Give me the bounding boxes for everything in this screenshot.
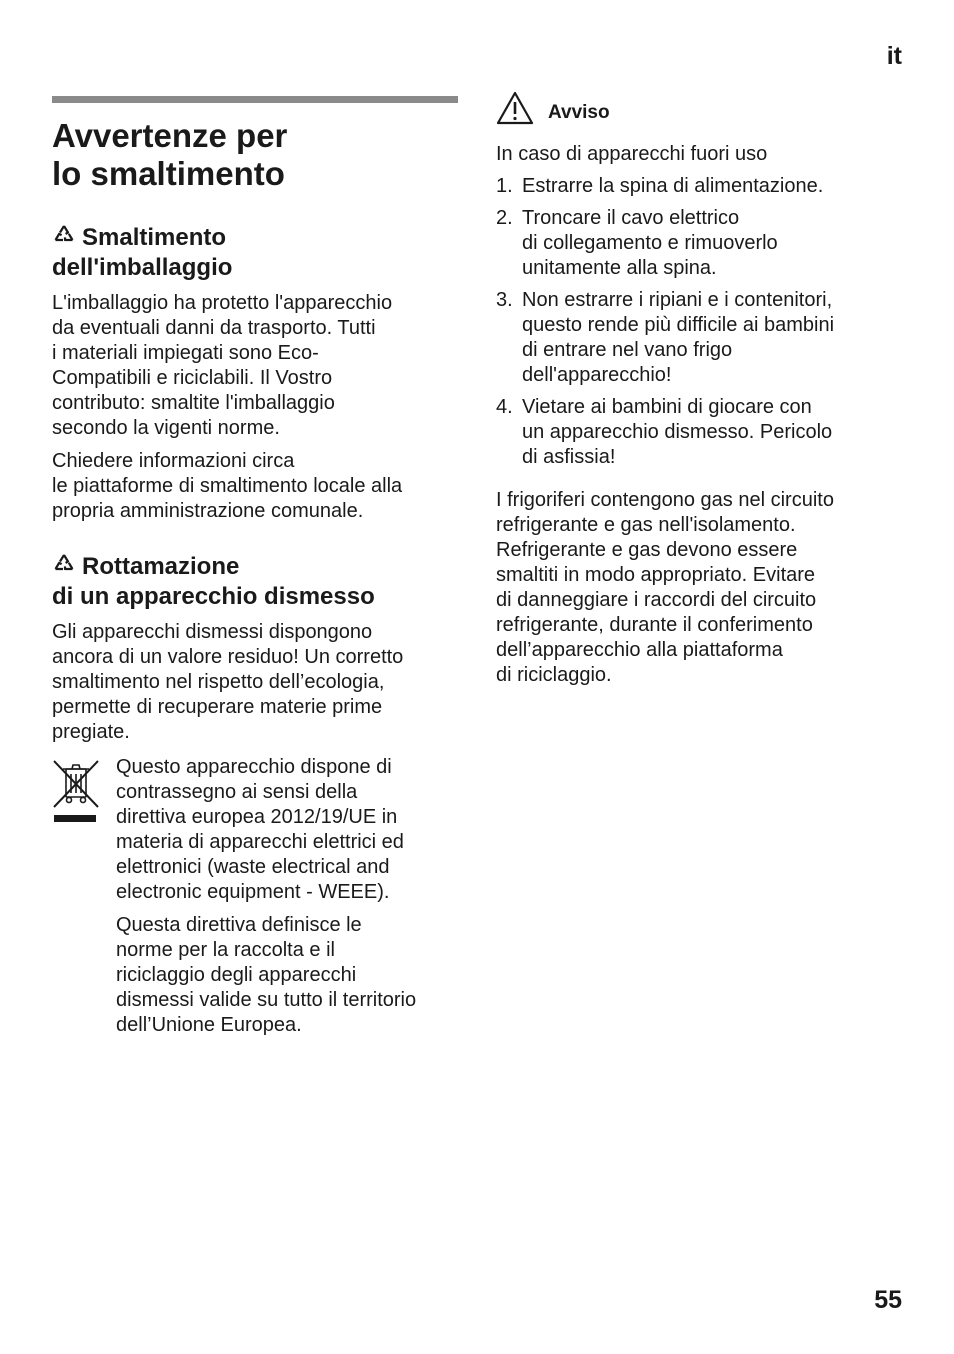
recycle-icon [52, 223, 76, 247]
packaging-paragraph-2: Chiedere informazioni circa le piattaforme di smaltimento locale alla propria amministrazione comunale. [52, 450, 403, 522]
packaging-paragraph-1: L'imballaggio ha protetto l'apparecchio da eventuali danni da trasporto. Tutti i materiali impiegati sono Eco- Compatibili e riciclabili. Il Vostro contributo: smaltite l'imballaggio secondo la vigenti norme. [52, 292, 393, 439]
list-item: 1. Estrarre la spina di alimentazione. [496, 175, 824, 197]
page-title [52, 117, 458, 193]
disposal-paragraph-1: Gli apparecchi dismessi dispongono ancora di un valore residuo! Un corretto smaltimento nel rispetto dell’ecologia, permette di recuperare materie prime pregiate. [52, 621, 404, 743]
list-item: 4. Vietare ai bambini di giocare con un apparecchio dismesso. Pericolo di asfissia! [496, 396, 833, 468]
page-title-line2: lo smaltimento [52, 155, 285, 192]
weee-paragraph-2: Questa direttiva definisce le norme per la raccolta e il riciclaggio degli apparecchi dismessi valide su tutto il territorio dell’Unione Europea. [116, 914, 417, 1036]
section-heading-line1: Smaltimento [82, 224, 227, 251]
refrigerant-paragraph: I frigoriferi contengono gas nel circuito refrigerante e gas nell'isolamento. Refrigerante e gas devono essere smaltiti in modo appropriato. Evitare di danneggiare i raccordi del circuito refrigerante, durante il conferimento dell’apparecchio alla piattaforma di riciclaggio. [496, 489, 834, 686]
section-heading-line1: Rottamazione [82, 553, 240, 580]
list-item: 3. Non estrarre i ripiani e i contenitori, questo rende più difficile ai bambini di entrare nel vano frigo dell'apparecchio! [496, 289, 835, 386]
section-heading-line2: dell'imballaggio [52, 254, 233, 281]
list-item: 2. Troncare il cavo elettrico di collegamento e rimuoverlo unitamente alla spina. [496, 207, 778, 279]
right-column [496, 88, 906, 688]
weee-paragraph-1: Questo apparecchio dispone di contrassegno ai sensi della direttiva europea 2012/19/UE in materia di apparecchi elettrici ed elettronici (waste electrical and electronic equipment - WEEE). [116, 756, 404, 903]
warning-steps-list [496, 174, 906, 470]
language-label: it [886, 42, 902, 70]
section-heading-line2: di un apparecchio dismesso [52, 583, 375, 610]
warning-header [496, 88, 906, 128]
crossed-out-bin-icon [52, 759, 100, 825]
section-heading-packaging [52, 223, 458, 283]
warning-intro: In caso di apparecchi fuori uso [496, 143, 768, 165]
recycle-icon [52, 552, 76, 576]
page-number: 55 [874, 1286, 902, 1314]
page-title-line1: Avvertenze per [52, 117, 288, 154]
warning-title: Avviso [548, 102, 610, 123]
left-column [52, 96, 458, 1038]
weee-notice [52, 755, 458, 1038]
warning-triangle-icon [496, 91, 534, 125]
section-divider-bar [52, 96, 458, 103]
section-heading-disposal [52, 552, 458, 612]
